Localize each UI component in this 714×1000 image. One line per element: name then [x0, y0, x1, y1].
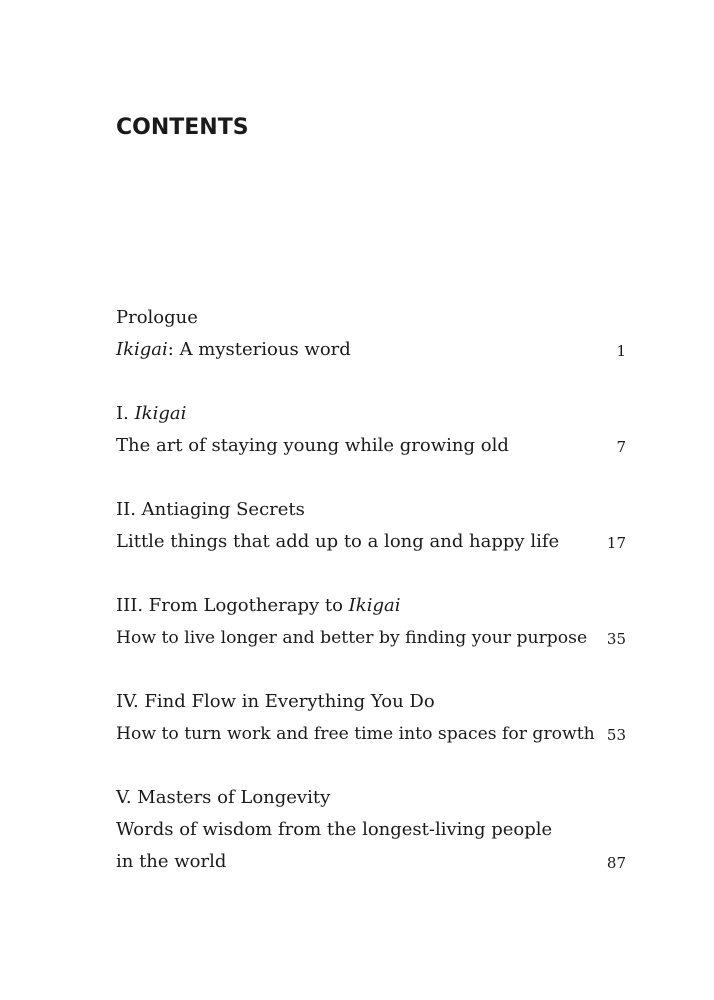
chapter-heading: [116, 686, 626, 718]
chapter-heading-text: Prologue: [116, 307, 198, 328]
subtitle-text: How to live longer and better by finding your purpose: [116, 628, 588, 648]
page-number: 17: [606, 534, 626, 552]
chapter-heading: [116, 590, 626, 622]
page-title: CONTENTS: [116, 115, 249, 140]
subtitle-text-continued: in the world: [116, 851, 227, 872]
chapter-heading-italic-text: Ikigai: [134, 403, 187, 424]
chapter-heading: [116, 302, 626, 334]
chapter-heading-text: IV. Find Flow in Everything You Do: [116, 691, 435, 712]
chapter-subtitle: [116, 718, 626, 750]
toc-entry-chapter-1: [116, 398, 626, 462]
chapter-subtitle: [116, 334, 626, 366]
toc-entry-chapter-4: [116, 686, 626, 750]
subtitle-text: Words of wisdom from the longest-living people: [116, 819, 553, 840]
page-number: 53: [606, 726, 626, 744]
toc-entry-chapter-5: [116, 782, 626, 878]
subtitle-text: How to turn work and free time into spaces for growth: [116, 724, 595, 744]
page-number: 35: [606, 630, 626, 648]
subtitle-italic-text: Ikigai: [116, 339, 168, 360]
chapter-heading: [116, 782, 626, 814]
subtitle-text: Little things that add up to a long and happy life: [116, 531, 560, 552]
chapter-subtitle-continued: [116, 846, 626, 878]
table-of-contents: [116, 302, 626, 910]
toc-entry-chapter-3: [116, 590, 626, 654]
chapter-subtitle: [116, 814, 626, 846]
chapter-heading: [116, 398, 626, 430]
toc-entry-chapter-2: [116, 494, 626, 558]
page-number: 87: [606, 854, 626, 872]
chapter-subtitle: [116, 430, 626, 462]
chapter-subtitle: [116, 622, 626, 654]
page-number: 1: [616, 342, 626, 360]
subtitle-text: The art of staying young while growing old: [116, 435, 509, 456]
chapter-heading-text: II. Antiaging Secrets: [116, 499, 305, 520]
chapter-heading-italic-text: Ikigai: [348, 595, 401, 616]
toc-entry-prologue: [116, 302, 626, 366]
chapter-heading-text: III. From Logotherapy to: [116, 595, 349, 616]
chapter-heading: [116, 494, 626, 526]
chapter-subtitle: [116, 526, 626, 558]
chapter-heading-text: I.: [116, 403, 135, 424]
subtitle-text: : A mysterious word: [167, 339, 351, 360]
chapter-heading-text: V. Masters of Longevity: [116, 787, 331, 808]
page-number: 7: [616, 438, 626, 456]
